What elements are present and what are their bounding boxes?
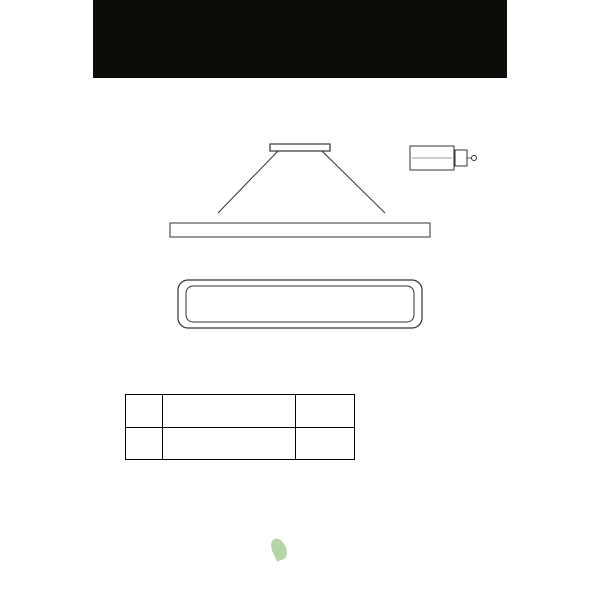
list-item [108,572,130,590]
connector-dot [472,156,477,161]
cell-quantity [296,427,355,460]
cell-no [126,427,163,460]
top-view [178,280,422,328]
side-view [170,223,430,237]
list-item [108,484,130,502]
list-item [108,537,130,555]
instructions-list [108,484,130,590]
header-crystal-model [163,395,296,428]
list-item [108,519,130,537]
side-frame [170,223,430,237]
suspension-cable-left [218,151,278,213]
cell-crystal-model [163,427,296,460]
crystal-spec-table [125,394,355,460]
header-quantity [296,395,355,428]
driver-box [455,150,467,166]
ceiling-canopy [270,144,330,151]
table-header-row [126,395,355,428]
top-frame-outer [178,280,422,328]
table-row [126,427,355,460]
wiring-diagram [410,146,477,170]
list-item [108,502,130,520]
list-item [108,554,130,572]
top-frame-inner [186,286,414,322]
header-no [126,395,163,428]
suspension-cable-right [322,151,385,213]
